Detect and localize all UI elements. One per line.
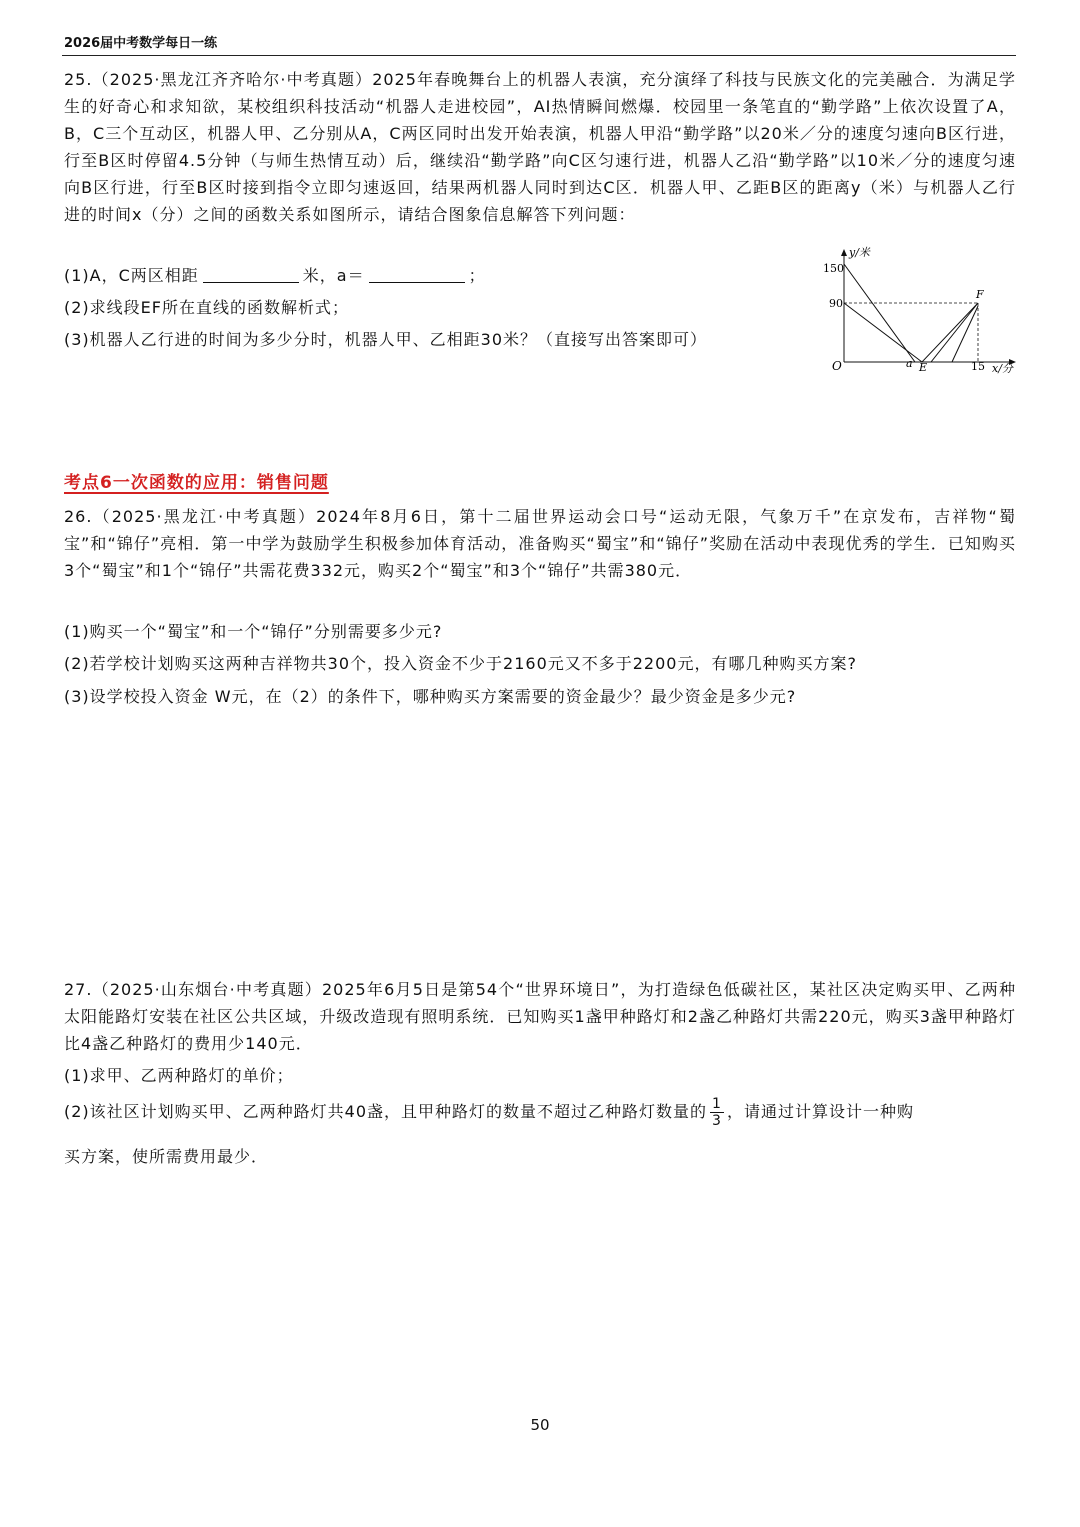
- q25-part1-text-b: 米，a＝: [302, 266, 365, 285]
- q27-part2-continued: 买方案，使所需费用最少．: [64, 1147, 269, 1166]
- robot-yi-line: [844, 303, 978, 362]
- x-label-a: a: [906, 357, 913, 370]
- q25-part3: (3)机器人乙行进的时间为多少分时，机器人甲、乙相距30米？（直接写出答案即可）: [64, 330, 708, 349]
- y-tick-90: 90: [829, 297, 843, 310]
- x-axis-label: x/分: [992, 362, 1013, 375]
- q27-stem: 27.（2025·山东烟台·中考真题）2025年6月5日是第54个“世界环境日”，为打造绿色低碳社区，某社区决定购买甲、乙两种太阳能路灯安装在社区公共区域，升级改造现有照明系统．已知购买1盏甲种路灯和2盏乙种路灯共需220元，购买3盏甲种路灯比4盏乙种路灯的费用少140元．: [64, 980, 1016, 1053]
- q25-part1: [64, 262, 486, 289]
- q27-part1: (1)求甲、乙两种路灯的单价；: [64, 1066, 294, 1085]
- y-tick-150: 150: [823, 262, 844, 275]
- segment-to-15: [952, 306, 978, 362]
- origin-label: O: [832, 359, 842, 373]
- x-label-15: 15: [971, 360, 985, 373]
- point-F-label: F: [976, 288, 984, 301]
- y-axis-arrow: [841, 249, 847, 256]
- y-axis-label: y/米: [849, 246, 870, 259]
- fraction-denominator: 3: [712, 1113, 722, 1129]
- function-graph: [816, 240, 1026, 380]
- fraction-one-third: [710, 1096, 724, 1129]
- answer-blank-a[interactable]: [369, 266, 465, 283]
- q27-part2: [64, 1094, 914, 1130]
- header-divider: [62, 55, 1016, 56]
- q25-stem: 25.（2025·黑龙江齐齐哈尔·中考真题）2025年春晚舞台上的机器人表演，充分演绎了科技与民族文化的完美融合．为满足学生的好奇心和求知欲，某校组织科技活动“机器人走进校园”，AI热情瞬间燃爆．校园里一条笔直的“勤学路”上依次设置了A，B，C三个互动区，机器人甲、乙分别从A，C两区同时出发开始表演，机器人甲沿“勤学路”以20米／分的速度匀速向B区行进，行至B区时停留4.5分钟（与师生热情互动）后，继续沿“勤学路”向C区匀速行进，机器人乙沿“勤学路”以10米／分的速度匀速向B区行进，行至B区时接到指令立即匀速返回，结果两机器人同时到达C区．机器人甲、乙距B区的距离y（米）与机器人乙行进的时间x（分）之间的函数关系如图所示，请结合图象信息解答下列问题：: [64, 70, 1016, 224]
- q25-part1-text-c: ；: [468, 266, 486, 285]
- q25-part1-text-a: (1)A，C两区相距: [64, 266, 199, 285]
- fraction-numerator: 1: [712, 1096, 722, 1112]
- running-header: 2026届中考数学每日一练: [64, 36, 218, 51]
- answer-blank-distance[interactable]: [203, 266, 299, 283]
- q26-part1: (1)购买一个“蜀宝”和一个“锦仔”分别需要多少元?: [64, 622, 443, 641]
- page-number: 50: [530, 1416, 550, 1434]
- q27-part2-text-a: (2)该社区计划购买甲、乙两种路灯共40盏，且甲种路灯的数量不超过乙种路灯数量的: [64, 1102, 708, 1121]
- q26-stem: 26.（2025·黑龙江·中考真题）2024年8月6日，第十二届世界运动会口号“运动无限，气象万千”在京发布，吉祥物“蜀宝”和“锦仔”亮相．第一中学为鼓励学生积极参加体育活动，准备购买“蜀宝”和“锦仔”奖励在活动中表现优秀的学生．已知购买3个“蜀宝”和1个“锦仔”共需花费332元，购买2个“蜀宝”和3个“锦仔”共需380元．: [64, 507, 1016, 580]
- robot-jia-line: [844, 264, 978, 362]
- x-label-E: E: [919, 361, 928, 374]
- q26-part3: (3)设学校投入资金 W元，在（2）的条件下，哪种购买方案需要的资金最少？最少资金是多少元?: [64, 687, 797, 706]
- q26-part2: (2)若学校计划购买这两种吉祥物共30个，投入资金不少于2160元又不多于2200元，有哪几种购买方案?: [64, 654, 857, 673]
- q25-part2: (2)求线段EF所在直线的函数解析式；: [64, 298, 349, 317]
- q27-part2-text-b: ，请通过计算设计一种购: [726, 1102, 914, 1121]
- section-title: 考点6一次函数的应用：销售问题: [64, 473, 329, 493]
